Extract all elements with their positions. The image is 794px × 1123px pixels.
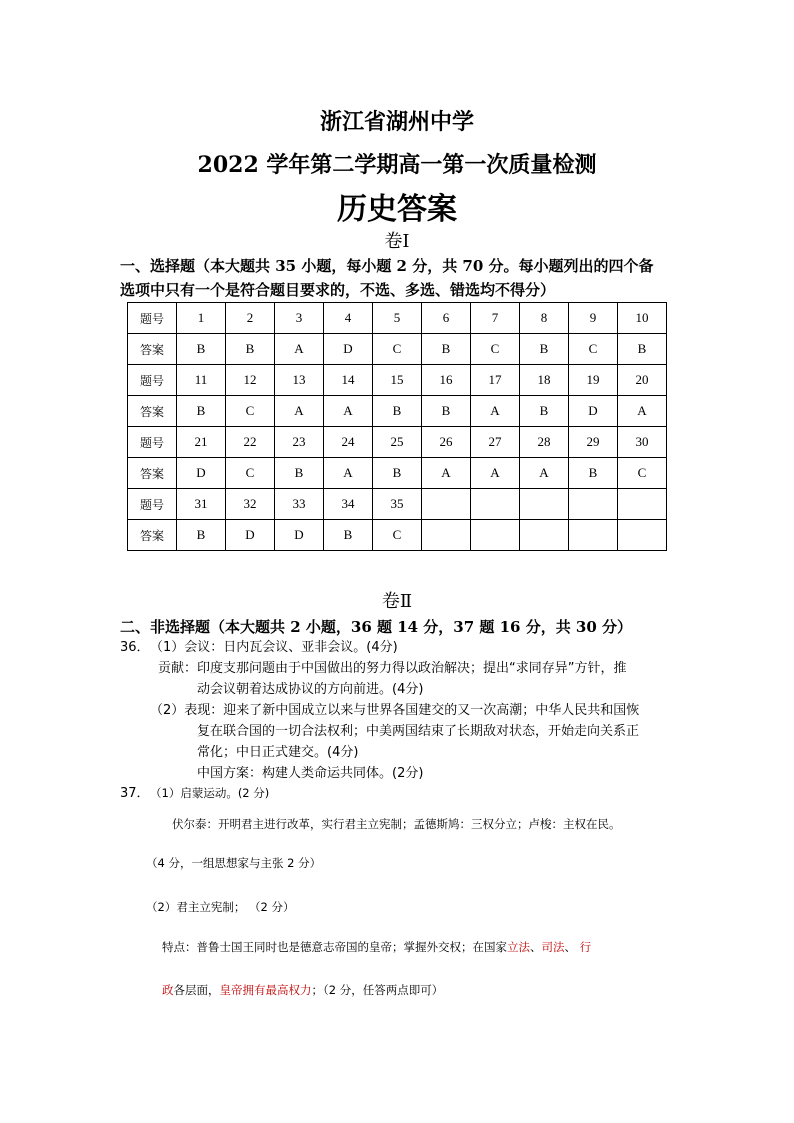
q37-highlight-executive-start: 行 [579,940,592,954]
answer-cell: B [520,396,569,427]
answer-cell: C [618,458,667,489]
question-number-cell: 16 [422,365,471,396]
answer-table [127,302,667,551]
answer-cell: C [226,458,275,489]
question-number-cell: 18 [520,365,569,396]
answer-cell [569,520,618,551]
answer-cell: B [226,334,275,365]
question-number-cell: 31 [177,489,226,520]
answer-cell: B [275,458,324,489]
question-number-cell: 25 [373,427,422,458]
answer-cell: C [471,334,520,365]
question-number-cell [471,489,520,520]
question-number-cell: 6 [422,303,471,334]
answer-cell: B [422,396,471,427]
question-number-cell [569,489,618,520]
question-number-row [128,427,667,458]
q37-highlight-emperor-power: 皇帝拥有最高权力 [219,983,312,997]
answer-cell: A [275,396,324,427]
answer-cell: C [373,334,422,365]
answer-row [128,334,667,365]
question-number-cell: 15 [373,365,422,396]
answer-row [128,458,667,489]
answer-row [128,520,667,551]
question-number-row-label: 题号 [128,365,177,396]
answer-row-label: 答案 [128,396,177,427]
answer-cell [422,520,471,551]
answer-cell: B [177,396,226,427]
volume-1-label: 卷Ⅰ [384,231,410,252]
answer-cell: B [569,458,618,489]
answer-cell [520,520,569,551]
answer-cell: A [324,396,373,427]
answer-cell: B [177,520,226,551]
question-number-cell: 7 [471,303,520,334]
q37-features-line2 [162,980,443,1001]
question-number-cell [618,489,667,520]
answer-cell: A [422,458,471,489]
q37-features-score: ；（2 分，任答两点即可） [311,983,444,997]
answer-cell: D [569,396,618,427]
answer-cell: D [324,334,373,365]
answer-row-label: 答案 [128,520,177,551]
q37-thinkers-score: （4 分，一组思想家与主张 2 分） [146,856,322,870]
question-number-row-label: 题号 [128,303,177,334]
section-1-heading [120,254,690,302]
question-number-row-label: 题号 [128,427,177,458]
q37-highlight-judicial: 司法 [541,940,565,954]
question-number-row [128,489,667,520]
question-number-cell: 24 [324,427,373,458]
answer-cell: A [520,458,569,489]
answer-cell [618,520,667,551]
answer-cell: B [373,396,422,427]
q37-thinkers: 伏尔泰：开明君主进行改革，实行君主立宪制；孟德斯鸠：三权分立；卢梭：主权在民。 [172,817,621,831]
section-2-heading: 二、非选择题（本大题共 2 小题，36 题 14 分，37 题 16 分，共 30 分） [120,618,633,636]
question-number-cell [422,489,471,520]
section-1-line-1: 一、选择题（本大题共 35 小题，每小题 2 分，共 70 分。每小题列出的四个备 [120,257,654,275]
question-number-cell: 13 [275,365,324,396]
answer-cell: D [226,520,275,551]
question-number-cell: 17 [471,365,520,396]
question-number-cell: 27 [471,427,520,458]
answer-row-label: 答案 [128,334,177,365]
q37-part1: （1）启蒙运动。(2 分) [150,786,270,800]
exam-title: 2022 学年第二学期高一第一次质量检测 [197,152,597,178]
answer-cell: A [275,334,324,365]
q36-china-plan: 中国方案：构建人类命运共同体。(2分) [197,766,424,781]
section-1-line-2: 选项中只有一个是符合题目要求的，不选、多选、错选均不得分） [120,281,556,299]
answer-row [128,396,667,427]
question-number-cell: 2 [226,303,275,334]
q36-number: 36． [120,640,150,655]
answer-cell: B [422,334,471,365]
q37-separator-2: 、 [564,940,580,954]
school-title: 浙江省湖州中学 [319,109,474,135]
answer-cell: C [226,396,275,427]
answer-cell: A [471,396,520,427]
question-number-cell: 35 [373,489,422,520]
answer-cell: A [324,458,373,489]
question-number-cell: 22 [226,427,275,458]
question-number-cell: 34 [324,489,373,520]
answer-cell: A [618,396,667,427]
question-number-cell: 3 [275,303,324,334]
q37-highlight-executive-end: 政 [162,983,174,997]
q36-part2-line2: 复在联合国的一切合法权利；中美两国结束了长期敌对状态，开始走向关系正 [197,724,640,739]
q37-levels-text: 各层面， [173,983,220,997]
question-number-cell: 11 [177,365,226,396]
question-number-cell: 10 [618,303,667,334]
question-number-row-label: 题号 [128,489,177,520]
q37-features-line1 [162,937,591,958]
question-number-cell: 1 [177,303,226,334]
question-number-cell: 5 [373,303,422,334]
question-number-cell: 19 [569,365,618,396]
question-number-row [128,303,667,334]
answer-cell: B [324,520,373,551]
answer-cell: B [618,334,667,365]
question-number-cell: 30 [618,427,667,458]
question-number-row [128,365,667,396]
question-number-cell: 32 [226,489,275,520]
question-number-cell: 8 [520,303,569,334]
question-number-cell: 23 [275,427,324,458]
question-number-cell: 26 [422,427,471,458]
q37-part2: （2）君主立宪制； （2 分） [146,900,295,914]
answer-cell: D [275,520,324,551]
answer-cell: B [177,334,226,365]
answer-cell: D [177,458,226,489]
question-number-cell: 21 [177,427,226,458]
answer-row-label: 答案 [128,458,177,489]
q36-part2-line3: 常化；中日正式建交。(4分) [197,745,359,760]
answer-cell [471,520,520,551]
answer-cell: B [373,458,422,489]
q37-number: 37． [120,786,150,801]
q36-part2-line1: （2）表现：迎来了新中国成立以来与世界各国建交的又一次高潮；中华人民共和国恢 [150,703,640,718]
answer-cell: B [520,334,569,365]
subject-title: 历史答案 [337,192,457,227]
question-number-cell: 9 [569,303,618,334]
question-number-cell: 14 [324,365,373,396]
question-number-cell: 29 [569,427,618,458]
question-number-cell: 4 [324,303,373,334]
q36-part1: （1）会议：日内瓦会议、亚非会议。(4分) [150,640,398,655]
q37-highlight-legislative: 立法 [507,940,530,954]
answer-cell: C [569,334,618,365]
question-number-cell: 28 [520,427,569,458]
q37-features-text: 特点：普鲁士国王同时也是德意志帝国的皇帝；掌握外交权；在国家 [162,940,507,954]
answer-cell: C [373,520,422,551]
q36-contribution-line2: 动会议朝着达成协议的方向前进。(4分) [197,682,424,697]
question-number-cell: 12 [226,365,275,396]
question-number-cell: 33 [275,489,324,520]
q36-contribution-line1: 贡献：印度支那问题由于中国做出的努力得以政治解决；提出“求同存异”方针，推 [158,661,627,676]
q37-separator-1: 、 [530,940,542,954]
question-number-cell [520,489,569,520]
question-number-cell: 20 [618,365,667,396]
answer-cell: A [471,458,520,489]
volume-2-label: 卷Ⅱ [381,591,413,612]
